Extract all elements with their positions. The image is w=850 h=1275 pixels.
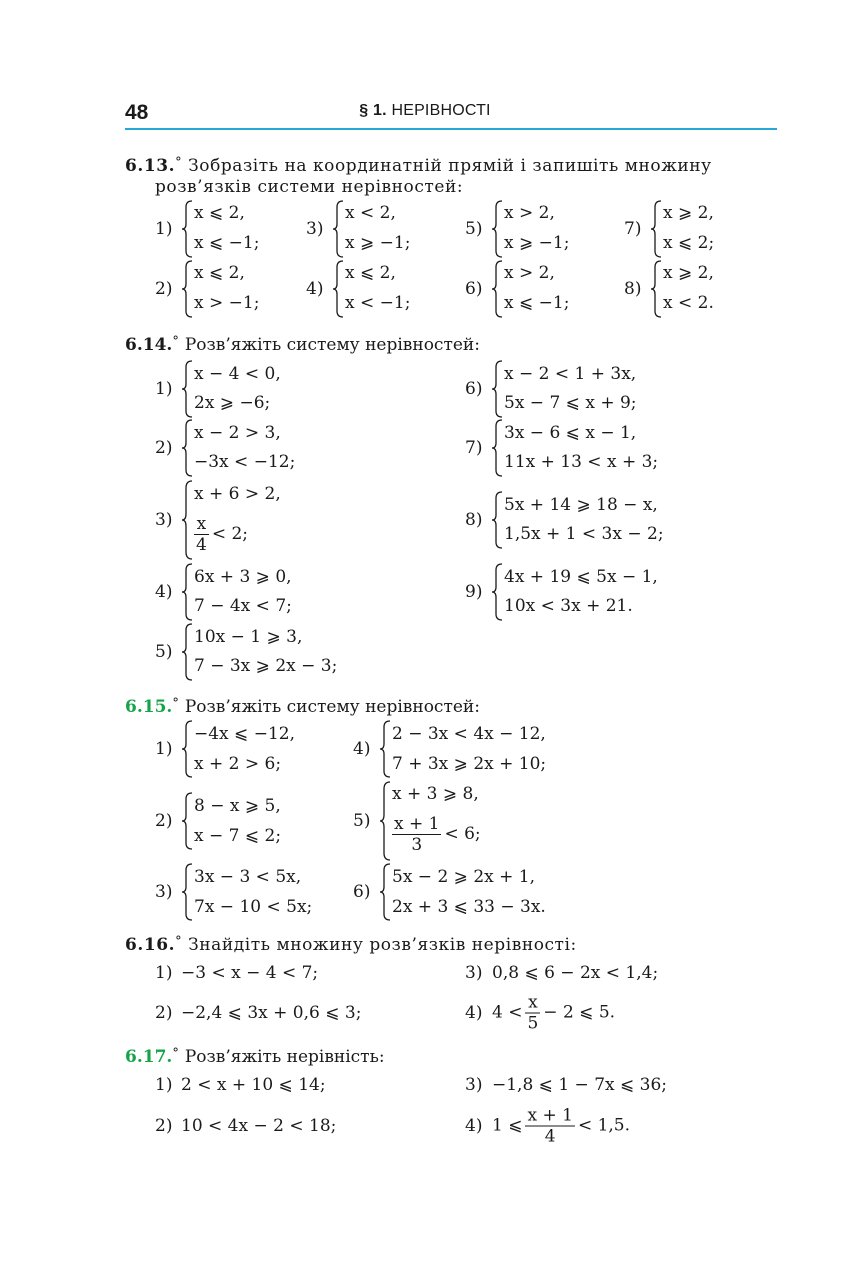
degree-mark: ° [172, 1046, 179, 1061]
inequality-expression [492, 993, 615, 1034]
degree-mark: ° [175, 155, 183, 170]
item-label: 5) [155, 642, 173, 662]
system-line: x + 2 > 6; [194, 754, 282, 774]
brace-icon [492, 200, 504, 258]
brace-icon [182, 792, 194, 850]
brace-icon [182, 480, 194, 560]
degree-mark: ° [172, 696, 179, 711]
system-line: x − 2 < 1 + 3x, [504, 364, 637, 384]
task-text: Розв’яжіть систему нерівностей: [184, 697, 480, 717]
item-label: 4) [306, 279, 324, 299]
item-label: 4) [465, 1116, 483, 1136]
system-line: 2x + 3 ⩽ 33 − 3x. [392, 897, 546, 917]
item-label: 2) [155, 438, 173, 458]
task-6-14-heading [125, 331, 480, 356]
item-label: 5) [465, 219, 483, 239]
system-line: < 2; [211, 524, 249, 544]
item-label: 1) [155, 219, 173, 239]
system-line: 5x + 14 ⩾ 18 − x, [504, 495, 658, 515]
brace-icon [333, 200, 345, 258]
fraction [525, 993, 540, 1034]
system-line: 11x + 13 < x + 3; [504, 452, 659, 472]
brace-icon [182, 260, 194, 318]
brace-icon [492, 419, 504, 477]
inequality-expression [492, 1106, 630, 1147]
system-line: −3x < −12; [194, 452, 296, 472]
brace-icon [182, 720, 194, 778]
system-line: 5x − 2 ⩾ 2x + 1, [392, 867, 535, 887]
system-line: x + 3 ⩾ 8, [392, 784, 479, 804]
brace-icon [380, 863, 392, 921]
task-text: Знайдіть множину розв’язків нерівності: [188, 935, 577, 955]
system-line: 3x − 6 ⩽ x − 1, [504, 423, 637, 443]
item-label: 4) [465, 1003, 483, 1023]
item-label: 1) [155, 379, 173, 399]
system-line: 3x − 3 < 5x, [194, 867, 302, 887]
item-label: 6) [465, 279, 483, 299]
item-label: 7) [624, 219, 642, 239]
brace-icon [182, 563, 194, 621]
item-label: 7) [465, 438, 483, 458]
system-line: 2x ⩾ −6; [194, 393, 271, 413]
item-label: 8) [624, 279, 642, 299]
system-line: x − 4 < 0, [194, 364, 281, 384]
brace-icon [182, 623, 194, 681]
fraction-denominator: 3 [411, 835, 423, 855]
item-label: 1) [155, 963, 173, 983]
section-mark: § 1. [359, 102, 387, 119]
item-label: 6) [353, 882, 371, 902]
system-line: 7 − 4x < 7; [194, 596, 292, 616]
item-label: 2) [155, 1116, 173, 1136]
expression-part: 1 ⩽ [492, 1115, 523, 1136]
item-label: 1) [155, 1075, 173, 1095]
item-label: 3) [465, 963, 483, 983]
brace-icon [333, 260, 345, 318]
system-line: x ⩽ 2; [663, 233, 715, 253]
item-label: 4) [155, 582, 173, 602]
system-line: 8 − x ⩾ 5, [194, 796, 281, 816]
system-line: x ⩾ 2, [663, 203, 714, 223]
inequality-expression: 10 < 4x − 2 < 18; [181, 1116, 337, 1136]
page-number: 48 [125, 101, 149, 124]
system-line: x + 6 > 2, [194, 484, 281, 504]
header-rule [125, 128, 777, 130]
fraction [194, 514, 209, 555]
system-line: 6x + 3 ⩾ 0, [194, 567, 292, 587]
expression-part: 4 < [492, 1002, 523, 1023]
system-line: x ⩽ 2, [194, 263, 245, 283]
task-number: 6.17. [125, 1047, 173, 1067]
system-line: x > 2, [504, 263, 555, 283]
system-line: 1,5x + 1 < 3x − 2; [504, 524, 664, 544]
task-number: 6.13. [125, 156, 176, 176]
brace-icon [182, 419, 194, 477]
fraction-numerator: x [525, 993, 540, 1014]
system-line: x − 2 > 3, [194, 423, 281, 443]
system-line-fraction [392, 814, 481, 855]
item-label: 2) [155, 279, 173, 299]
system-line: 7 + 3x ⩾ 2x + 10; [392, 754, 547, 774]
task-text: Розв’яжіть систему нерівностей: [184, 335, 480, 355]
system-line: 4x + 19 ⩽ 5x − 1, [504, 567, 658, 587]
inequality-expression: 2 < x + 10 ⩽ 14; [181, 1075, 326, 1095]
system-line: −4x ⩽ −12, [194, 724, 295, 744]
system-line: 10x < 3x + 21. [504, 596, 633, 616]
fraction-numerator: x [194, 514, 209, 535]
item-label: 3) [155, 510, 173, 530]
brace-icon [182, 863, 194, 921]
brace-icon [182, 200, 194, 258]
task-6-15-heading [125, 693, 480, 718]
item-label: 3) [155, 882, 173, 902]
item-label: 6) [465, 379, 483, 399]
task-text: Зобразіть на координатній прямій і запишіть множину [188, 156, 712, 176]
system-line: x > −1; [194, 293, 260, 313]
brace-icon [492, 260, 504, 318]
system-line: 7x − 10 < 5x; [194, 897, 313, 917]
brace-icon [651, 260, 663, 318]
brace-icon [380, 720, 392, 778]
system-line: 10x − 1 ⩾ 3, [194, 627, 303, 647]
system-line: x ⩾ −1; [504, 233, 570, 253]
task-6-16-heading [125, 931, 577, 956]
item-label: 2) [155, 811, 173, 831]
section-title: НЕРІВНОСТІ [391, 102, 491, 119]
task-6-13-heading [125, 152, 712, 177]
system-line: 7 − 3x ⩾ 2x − 3; [194, 656, 338, 676]
fraction [525, 1106, 574, 1147]
system-line: x ⩽ −1; [504, 293, 570, 313]
fraction [392, 814, 441, 855]
item-label: 5) [353, 811, 371, 831]
inequality-expression: −1,8 ⩽ 1 − 7x ⩽ 36; [492, 1075, 668, 1095]
system-line: x < 2, [345, 203, 396, 223]
fraction-denominator: 5 [527, 1013, 539, 1034]
task-6-13-text-continued: розв’язків системи нерівностей: [155, 177, 464, 197]
brace-icon [651, 200, 663, 258]
system-line: 5x − 7 ⩽ x + 9; [504, 393, 637, 413]
item-label: 4) [353, 739, 371, 759]
system-line: 2 − 3x < 4x − 12, [392, 724, 546, 744]
task-6-17-heading [125, 1043, 385, 1068]
brace-icon [380, 781, 392, 861]
fraction-numerator: x + 1 [527, 1105, 573, 1126]
expression-part: − 2 ⩽ 5. [543, 1002, 616, 1023]
item-label: 2) [155, 1003, 173, 1023]
task-text: Розв’яжіть нерівність: [184, 1047, 385, 1067]
expression-part: < 1,5. [577, 1115, 631, 1136]
task-number: 6.15. [125, 697, 173, 717]
brace-icon [492, 360, 504, 418]
system-line-fraction [194, 514, 248, 555]
system-line: x − 7 ⩽ 2; [194, 826, 282, 846]
system-line: x < 2. [663, 293, 714, 313]
inequality-expression: 0,8 ⩽ 6 − 2x < 1,4; [492, 963, 659, 983]
inequality-expression: −2,4 ⩽ 3x + 0,6 ⩽ 3; [181, 1003, 362, 1023]
system-line: x < −1; [345, 293, 411, 313]
system-line: x ⩽ −1; [194, 233, 260, 253]
fraction-numerator: x + 1 [394, 814, 440, 834]
item-label: 1) [155, 739, 173, 759]
system-line: x ⩽ 2, [345, 263, 396, 283]
fraction-denominator: 4 [196, 535, 207, 555]
system-line: x ⩽ 2, [194, 203, 245, 223]
degree-mark: ° [172, 334, 179, 349]
fraction-denominator: 4 [544, 1126, 556, 1147]
system-line: x ⩾ −1; [345, 233, 411, 253]
system-line: x > 2, [504, 203, 555, 223]
task-number: 6.14. [125, 335, 173, 355]
task-number: 6.16. [125, 935, 176, 955]
inequality-expression: −3 < x − 4 < 7; [181, 963, 319, 983]
system-line: < 6; [444, 824, 481, 844]
system-line: x ⩾ 2, [663, 263, 714, 283]
brace-icon [492, 563, 504, 621]
item-label: 9) [465, 582, 483, 602]
item-label: 3) [306, 219, 324, 239]
brace-icon [492, 491, 504, 549]
item-label: 8) [465, 510, 483, 530]
brace-icon [182, 360, 194, 418]
running-header [0, 102, 850, 120]
degree-mark: ° [175, 934, 183, 949]
item-label: 3) [465, 1075, 483, 1095]
